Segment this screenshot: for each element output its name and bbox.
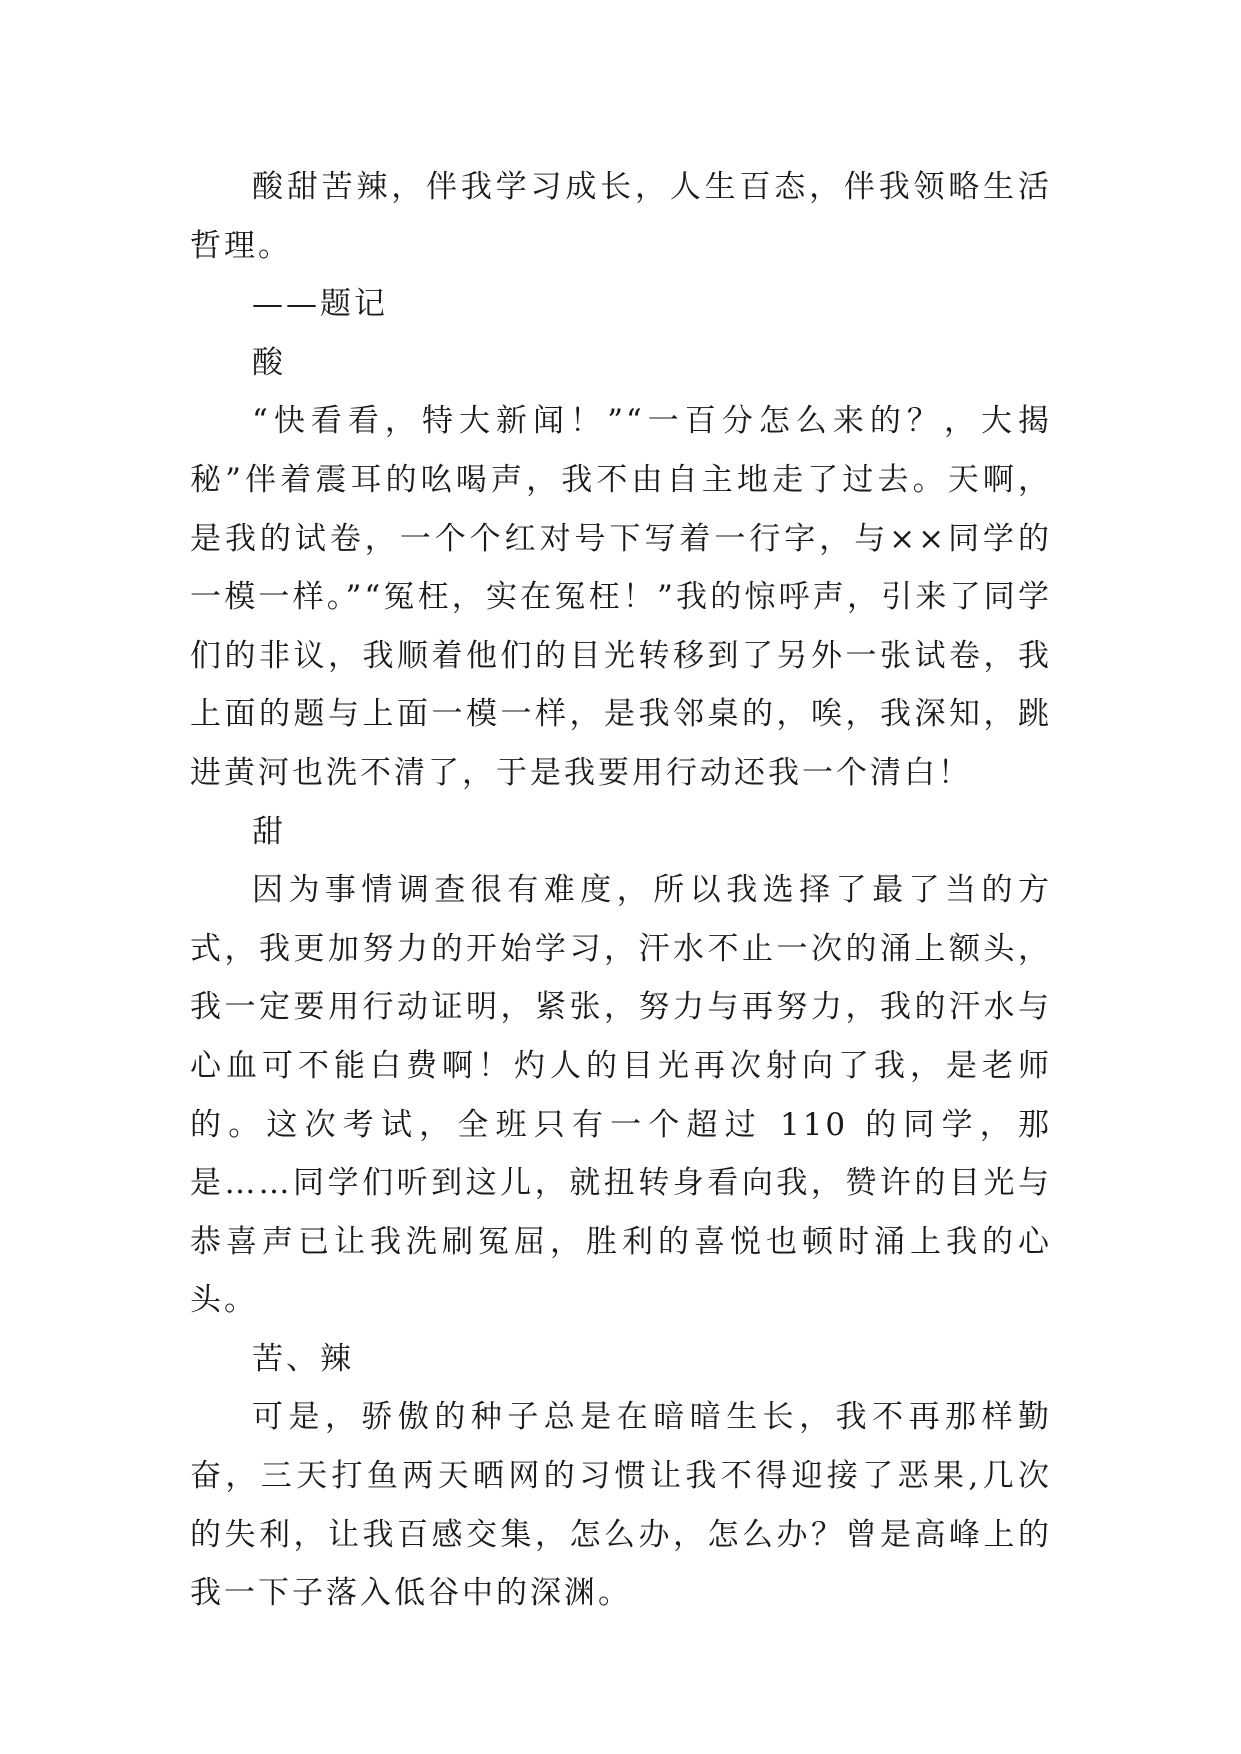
section-heading-bitter-spicy: 苦、辣	[252, 1340, 354, 1377]
epigraph-attribution: ——题记	[252, 286, 388, 323]
section-sour-paragraph: “快看看，特大新闻！”“一百分怎么来的？，大揭秘”伴着震耳的吆喝声，我不由自主地走了过去。天啊，是我的试卷，一个个红对号下写着一行字，与××同学的一模一样。”“冤枉，实在冤枉！”我的惊呼声，引来了同学们的非议，我顺着他们的目光转移到了另外一张试卷，我上面的题与上面一模一样，是我邻桌的，唉，我深知，跳进黄河也洗不清了，于是我要用行动还我一个清白！	[190, 403, 1052, 791]
section-sweet-paragraph: 因为事情调查很有难度，所以我选择了最了当的方式，我更加努力的开始学习，汗水不止一次的涌上额头，我一定要用行动证明，紧张，努力与再努力，我的汗水与心血可不能白费啊！灼人的目光再次射向了我，是老师的。这次考试，全班只有一个超过 110 的同学，那是……同学们听到这儿，就扭转身看向我，赞许的目光与恭喜声已让我洗刷冤屈，胜利的喜悦也顿时涌上我的心头。	[190, 872, 1052, 1319]
section-heading-sour: 酸	[252, 344, 286, 381]
epigraph-paragraph: 酸甜苦辣，伴我学习成长，人生百态，伴我领略生活哲理。	[190, 169, 1052, 264]
document-body	[190, 158, 1052, 1623]
section-heading-sweet: 甜	[252, 813, 286, 850]
section-bitter-spicy-paragraph: 可是，骄傲的种子总是在暗暗生长，我不再那样勤奋，三天打鱼两天晒网的习惯让我不得迎接了恶果,几次的失利，让我百感交集，怎么办，怎么办？曾是高峰上的我一下子落入低谷中的深渊。	[190, 1399, 1052, 1612]
